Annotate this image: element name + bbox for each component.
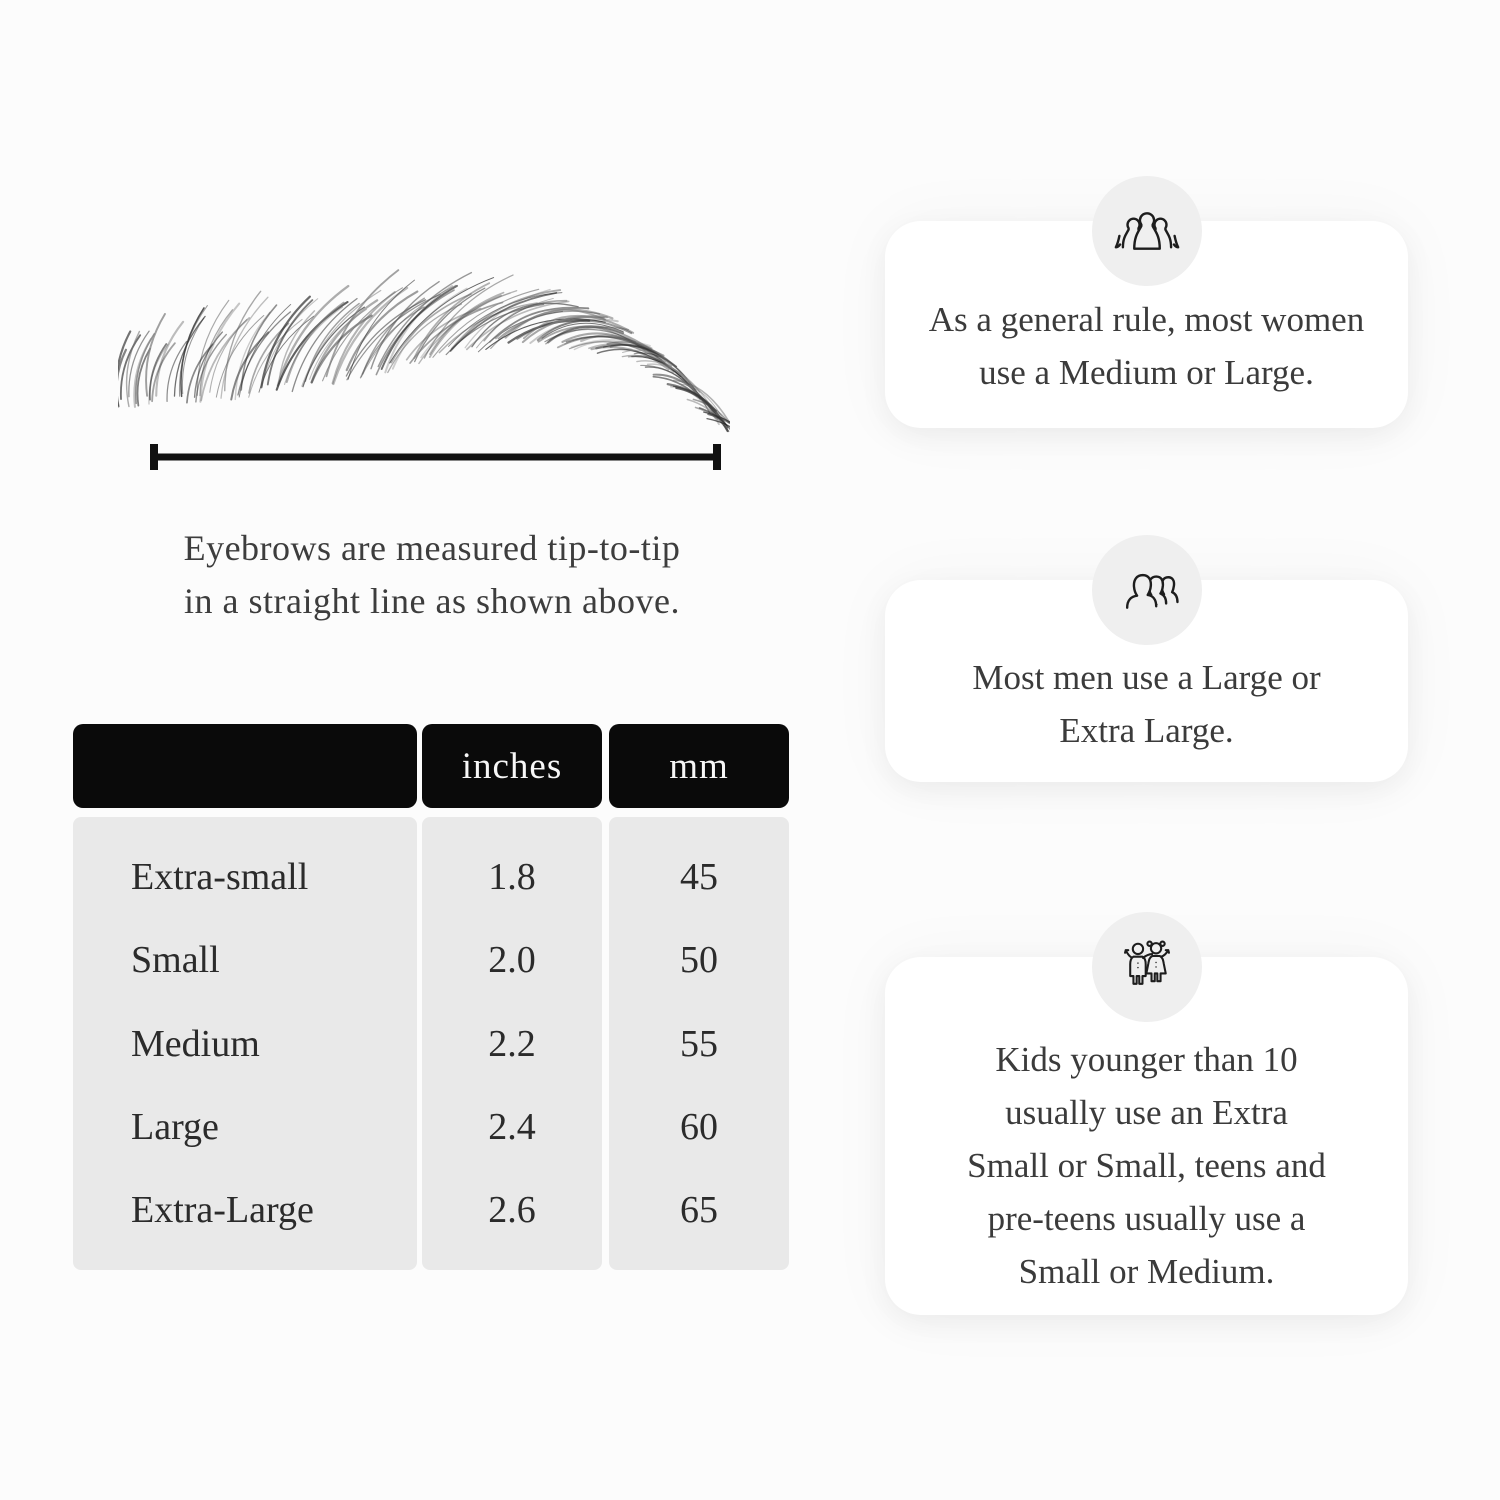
- inches-value: 2.2: [488, 1022, 536, 1065]
- table-column-labels: [73, 817, 417, 1270]
- inches-value: 2.0: [488, 939, 536, 982]
- row-label: Small: [131, 939, 220, 982]
- card-text-line: usually use an Extra: [1005, 1092, 1288, 1132]
- measurement-line: [148, 442, 723, 472]
- info-card-men: [885, 580, 1408, 782]
- kids-icon: [1116, 936, 1178, 998]
- figure-caption: [124, 522, 740, 628]
- caption-line-1: Eyebrows are measured tip-to-tip: [183, 528, 681, 568]
- icon-circle: [1092, 912, 1202, 1022]
- inches-value: 1.8: [488, 855, 536, 898]
- card-text-line: Most men use a Large or: [972, 658, 1321, 697]
- info-card-kids: [885, 957, 1408, 1315]
- inches-value: 2.6: [488, 1189, 536, 1232]
- card-text-line: Extra Large.: [1059, 711, 1234, 750]
- info-card-women: [885, 221, 1408, 428]
- row-label: Extra-small: [131, 855, 309, 898]
- women-group-icon: [1113, 206, 1181, 256]
- table-column-mm: [609, 817, 789, 1270]
- mm-value: 65: [680, 1189, 718, 1232]
- men-group-icon: [1113, 565, 1181, 615]
- row-label: Extra-Large: [131, 1189, 314, 1232]
- icon-circle: [1092, 176, 1202, 286]
- row-label: Medium: [131, 1022, 260, 1065]
- table-header-inches: inches: [422, 724, 602, 808]
- mm-value: 55: [680, 1022, 718, 1065]
- caption-line-2: in a straight line as shown above.: [184, 581, 680, 621]
- table-column-inches: [422, 817, 602, 1270]
- icon-circle: [1092, 535, 1202, 645]
- inches-value: 2.4: [488, 1105, 536, 1148]
- mm-value: 50: [680, 939, 718, 982]
- card-text-line: Small or Medium.: [1018, 1251, 1275, 1291]
- eyebrow-illustration: [118, 246, 730, 448]
- card-text-line: use a Medium or Large.: [979, 352, 1314, 392]
- mm-value: 45: [680, 855, 718, 898]
- table-header-size: [73, 724, 417, 808]
- card-text-line: Kids younger than 10: [995, 1039, 1298, 1079]
- card-text-line: As a general rule, most women: [928, 299, 1365, 339]
- card-text-line: pre-teens usually use a: [987, 1198, 1306, 1238]
- table-header-mm: mm: [609, 724, 789, 808]
- card-text-line: Small or Small, teens and: [967, 1145, 1326, 1185]
- row-label: Large: [131, 1105, 219, 1148]
- eyebrow-svg: [118, 246, 730, 448]
- mm-value: 60: [680, 1105, 718, 1148]
